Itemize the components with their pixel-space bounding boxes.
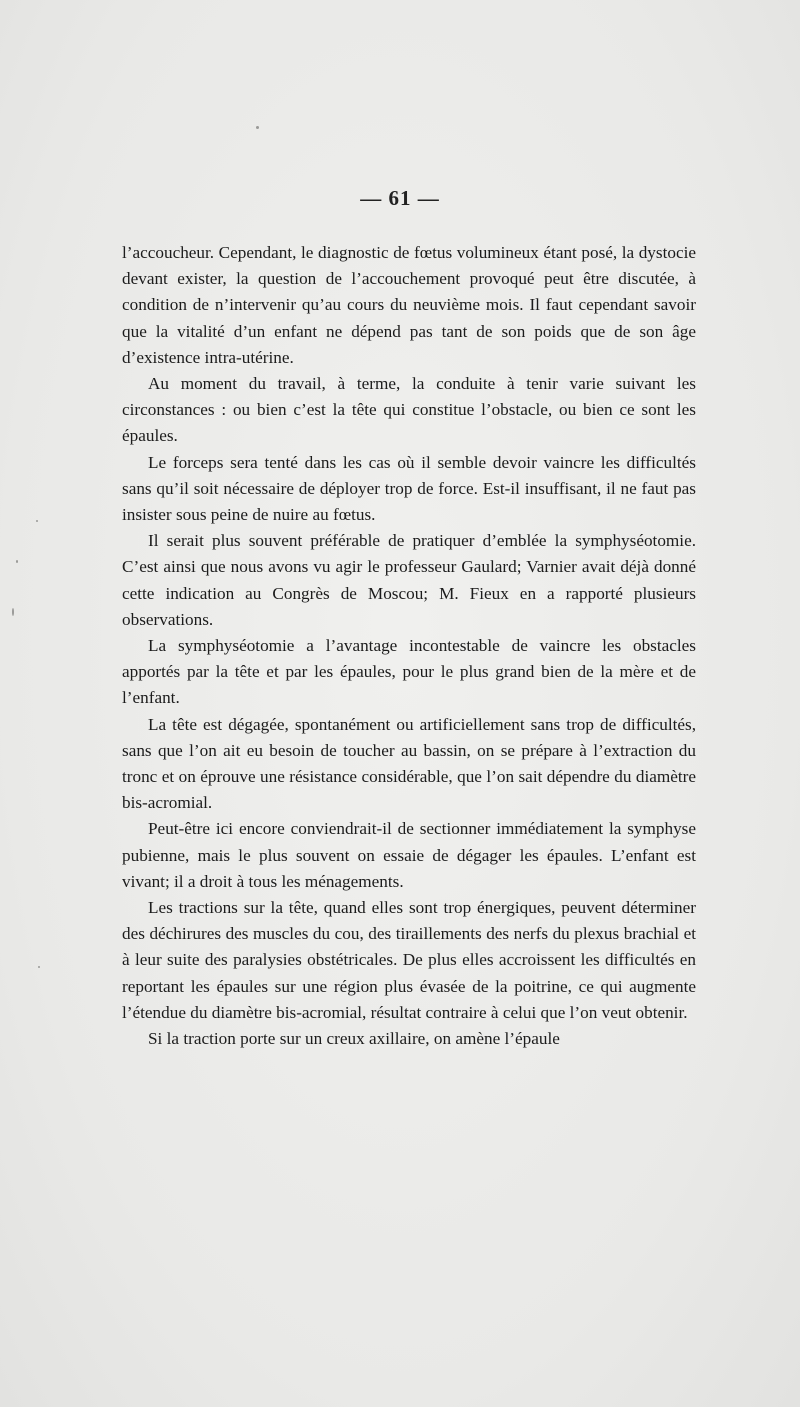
paragraph: Le forceps sera tenté dans les cas où il semble devoir vaincre les difficultés sans qu’il soit nécessaire de déployer trop de force. Est-il insuffisant, il ne faut pas insister sous peine de nuire au fœtus. <box>122 452 696 525</box>
paragraph: Peut-être ici encore conviendrait-il de sectionner immédiatement la symphyse pubienne, mais le plus souvent on essaie de dégager les épaules. L’enfant est vivant; il a droit à tous les ménagements. <box>122 819 696 891</box>
page-speck <box>256 126 259 129</box>
paragraph: Si la traction porte sur un creux axillaire, on amène l’épaule <box>148 1029 560 1049</box>
page-number: — 61 — <box>360 186 440 210</box>
page-speck <box>38 966 40 968</box>
paragraph: Il serait plus souvent préférable de pratiquer d’emblée la symphyséotomie. C’est ainsi que nous avons vu agir le professeur Gaulard; Varnier avait déjà donné cette indication au Congrès de Moscou; M. Fieux en a rapporté plusieurs observations. <box>122 531 696 629</box>
page-speck <box>12 608 14 616</box>
paragraph: Au moment du travail, à terme, la conduite à tenir varie suivant les circonstances : ou bien c’est la tête qui constitue l’obstacle, ou bien ce sont les épaules. <box>122 374 696 446</box>
page-speck <box>16 560 18 563</box>
paragraph: La symphyséotomie a l’avantage incontestable de vaincre les obstacles apportés par la tête et par les épaules, pour le plus grand bien de la mère et de l’enfant. <box>122 636 696 708</box>
page-speck <box>36 520 38 522</box>
paragraph: Les tractions sur la tête, quand elles sont trop énergiques, peuvent déterminer des déchirures des muscles du cou, des tiraillements des nerfs du plexus brachial et à leur suite des paralysies obstétricales. De plus elles accroissent les difficultés en reportant les épaules sur une région plus évasée de la poitrine, ce qui augmente l’étendue du diamètre bis-acromial, résultat contraire à celui que l’on veut obtenir. <box>122 898 696 1022</box>
body-text <box>122 240 696 1052</box>
paragraph: l’accoucheur. Cependant, le diagnostic de fœtus volumineux étant posé, la dystocie devant exister, la question de l’accouchement provoqué peut être discutée, à condition de n’intervenir qu’au cours du neuvième mois. Il faut cependant savoir que la vitalité d’un enfant ne dépend pas tant de son poids que de son âge d’existence intra-utérine. <box>122 243 696 367</box>
paragraph: La tête est dégagée, spontanément ou artificiellement sans trop de difficultés, sans que l’on ait eu besoin de toucher au bassin, on se prépare à l’extraction du tronc et on éprouve une résistance considérable, que l’on sait dépendre du diamètre bis-acromial. <box>122 714 696 813</box>
